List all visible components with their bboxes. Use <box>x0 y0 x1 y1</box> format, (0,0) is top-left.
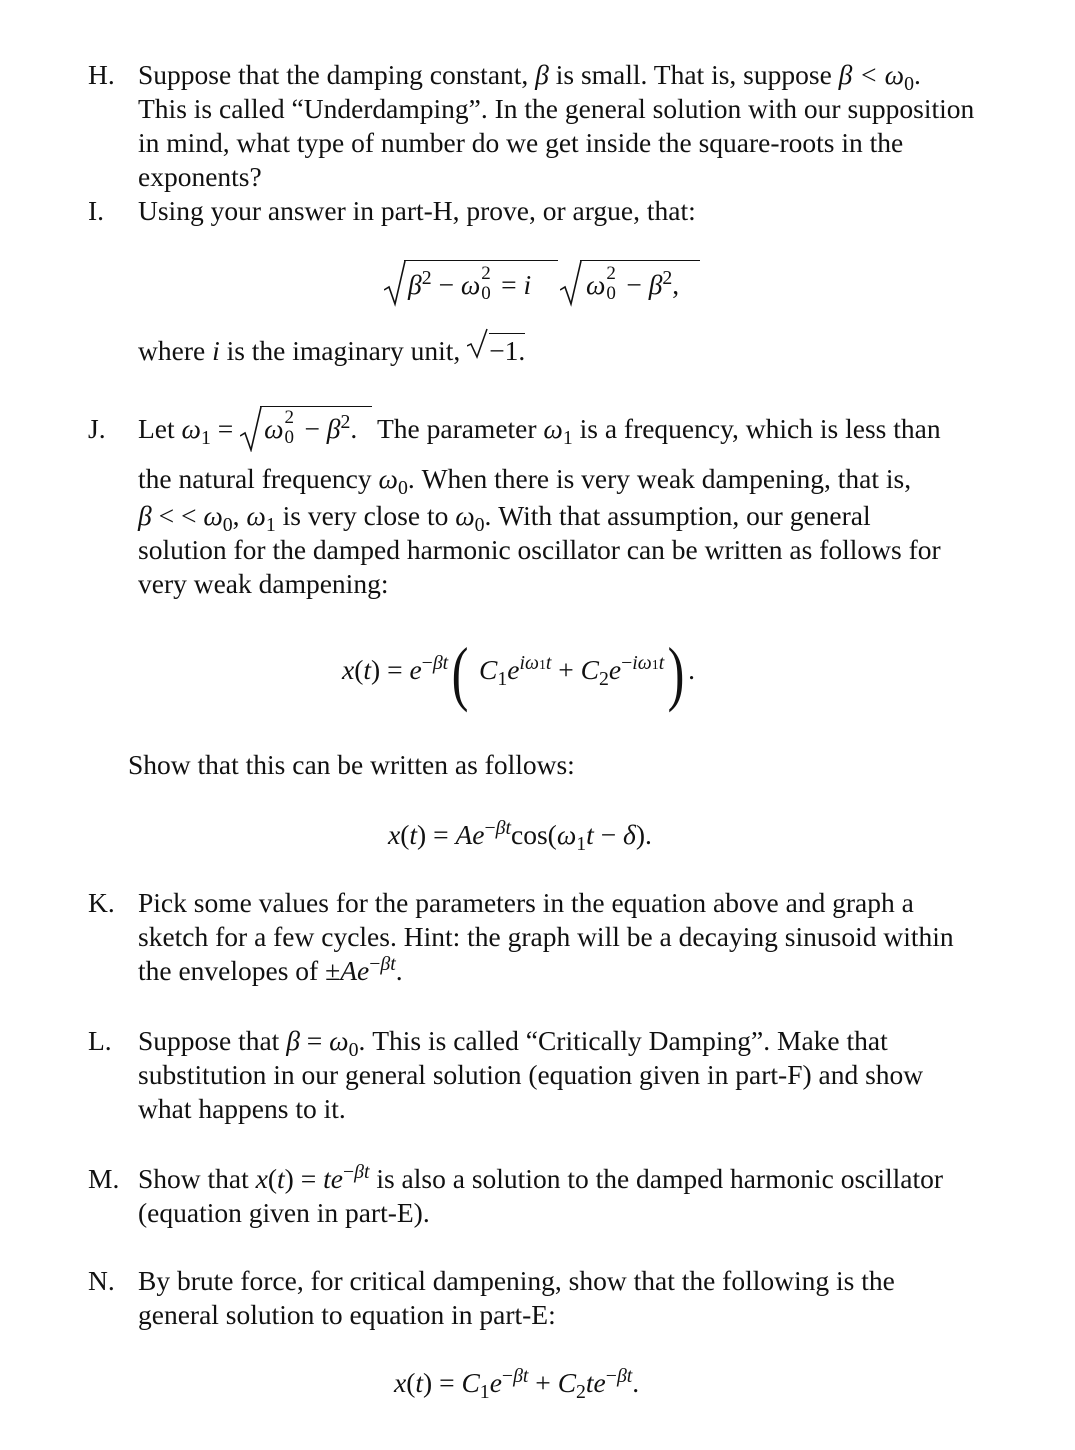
math: i <box>212 335 220 366</box>
math: ω 2 0 − $\beta^2$, <box>586 263 680 304</box>
text: This is called “Underdamping”. In the general solution with our supposition <box>138 93 975 124</box>
text: Using your answer in part-H, prove, or argue, that: <box>138 195 696 226</box>
math: β < ω <box>838 59 905 90</box>
text: sketch for a few cycles. Hint: the graph will be a decaying sinusoid within <box>138 921 954 952</box>
radical-sign <box>467 326 489 360</box>
radical-sign <box>560 260 582 308</box>
text: is also a solution to the damped harmonic oscillator <box>369 1163 944 1194</box>
item-m-text: Show that $x(t) = te^{-\beta t}$ is also a solution to the damped harmonic oscillator (equation given in part-E). <box>138 1162 1048 1230</box>
text: By brute force, for critical dampening, show that the following is the <box>138 1265 895 1296</box>
text: The parameter <box>376 413 544 444</box>
text: Show that <box>138 1163 256 1194</box>
equation-weak-damping: $x(t) = e^{-\beta t}$( $C_1e^{i\omega 1t} + C_2e^{-i\omega 1t}$) . <box>342 632 696 713</box>
text: Suppose that <box>138 1025 287 1056</box>
text: solution for the damped harmonic oscillator can be written as follows for <box>138 534 941 565</box>
item-j-show <box>128 748 1075 782</box>
text: . With that assumption, our general <box>484 500 871 531</box>
item-l-label: L. <box>88 1025 112 1056</box>
text: . When there is very weak dampening, that is, <box>407 463 912 494</box>
item-n-text <box>138 1264 1048 1332</box>
text: . <box>913 59 921 90</box>
math: ω <box>181 413 201 444</box>
item-i-label: I. <box>88 195 105 226</box>
text: is a frequency, which is less than <box>572 413 941 444</box>
item-j-text: Let $\omega_1$ = ω 2 0 − $\beta^2$. The parameter $\omega_1$ is a frequency, which is less than <box>138 412 1048 446</box>
equation-critical-solution: $x(t) = C_1e^{-\beta t} + C_2te^{-\beta t}$. <box>394 1365 640 1403</box>
text: (equation given in part-E). <box>138 1197 430 1228</box>
item-n-label: N. <box>88 1265 115 1296</box>
text: is very close to <box>275 500 456 531</box>
text: the natural frequency <box>138 463 379 494</box>
math: β <box>535 59 549 90</box>
item-k-label: K. <box>88 887 115 918</box>
text: is small. That is, suppose <box>548 59 839 90</box>
text: the envelopes of <box>138 955 326 986</box>
text: in mind, what type of number do we get inside the square-roots in the <box>138 127 904 158</box>
radical-sign <box>384 260 406 308</box>
math: −1. <box>489 335 526 366</box>
item-i-text <box>138 194 1048 228</box>
text: Let <box>138 413 182 444</box>
math-subscript: 0 <box>904 72 914 95</box>
text: , <box>232 500 247 531</box>
text: Suppose that the damping constant, <box>138 59 536 90</box>
math: $\beta^2 - \omega$ 2 0 = i <box>408 263 532 304</box>
radical-sign <box>240 406 262 452</box>
item-k-text: Pick some values for the parameters in the equation above and graph a sketch for a few cycles. Hint: the graph will be a decaying sinusoid within the envelopes of $\pm Ae^{-\beta t}$. <box>138 886 1048 988</box>
text: Show that this can be written as follows: <box>128 749 575 780</box>
text: Pick some values for the parameters in the equation above and graph a <box>138 887 914 918</box>
text: is the imaginary unit, <box>219 335 468 366</box>
text: very weak dampening: <box>138 568 389 599</box>
item-m-label: M. <box>88 1163 120 1194</box>
equation-cosine-form: $x(t) = Ae^{-\beta t}\cos(\omega_1t - \delta)$. <box>388 817 652 855</box>
item-j-label: J. <box>88 413 106 444</box>
item-h-label: H. <box>88 59 115 90</box>
item-h-text <box>138 58 1048 194</box>
text: exponents? <box>138 161 262 192</box>
text: substitution in our general solution (equation given in part-F) and show <box>138 1059 924 1090</box>
item-l-text: Suppose that $\beta = \omega_0$. This is called “Critically Damping”. Make that substitution in our general solution (equation given in part-F) and show what happens to it. <box>138 1024 1048 1126</box>
text: . This is called “Critically Damping”. Make that <box>358 1025 888 1056</box>
text: what happens to it. <box>138 1093 346 1124</box>
text: where <box>138 335 213 366</box>
math: ω 2 0 − $\beta^2$. <box>264 407 358 448</box>
text: general solution to equation in part-E: <box>138 1299 556 1330</box>
